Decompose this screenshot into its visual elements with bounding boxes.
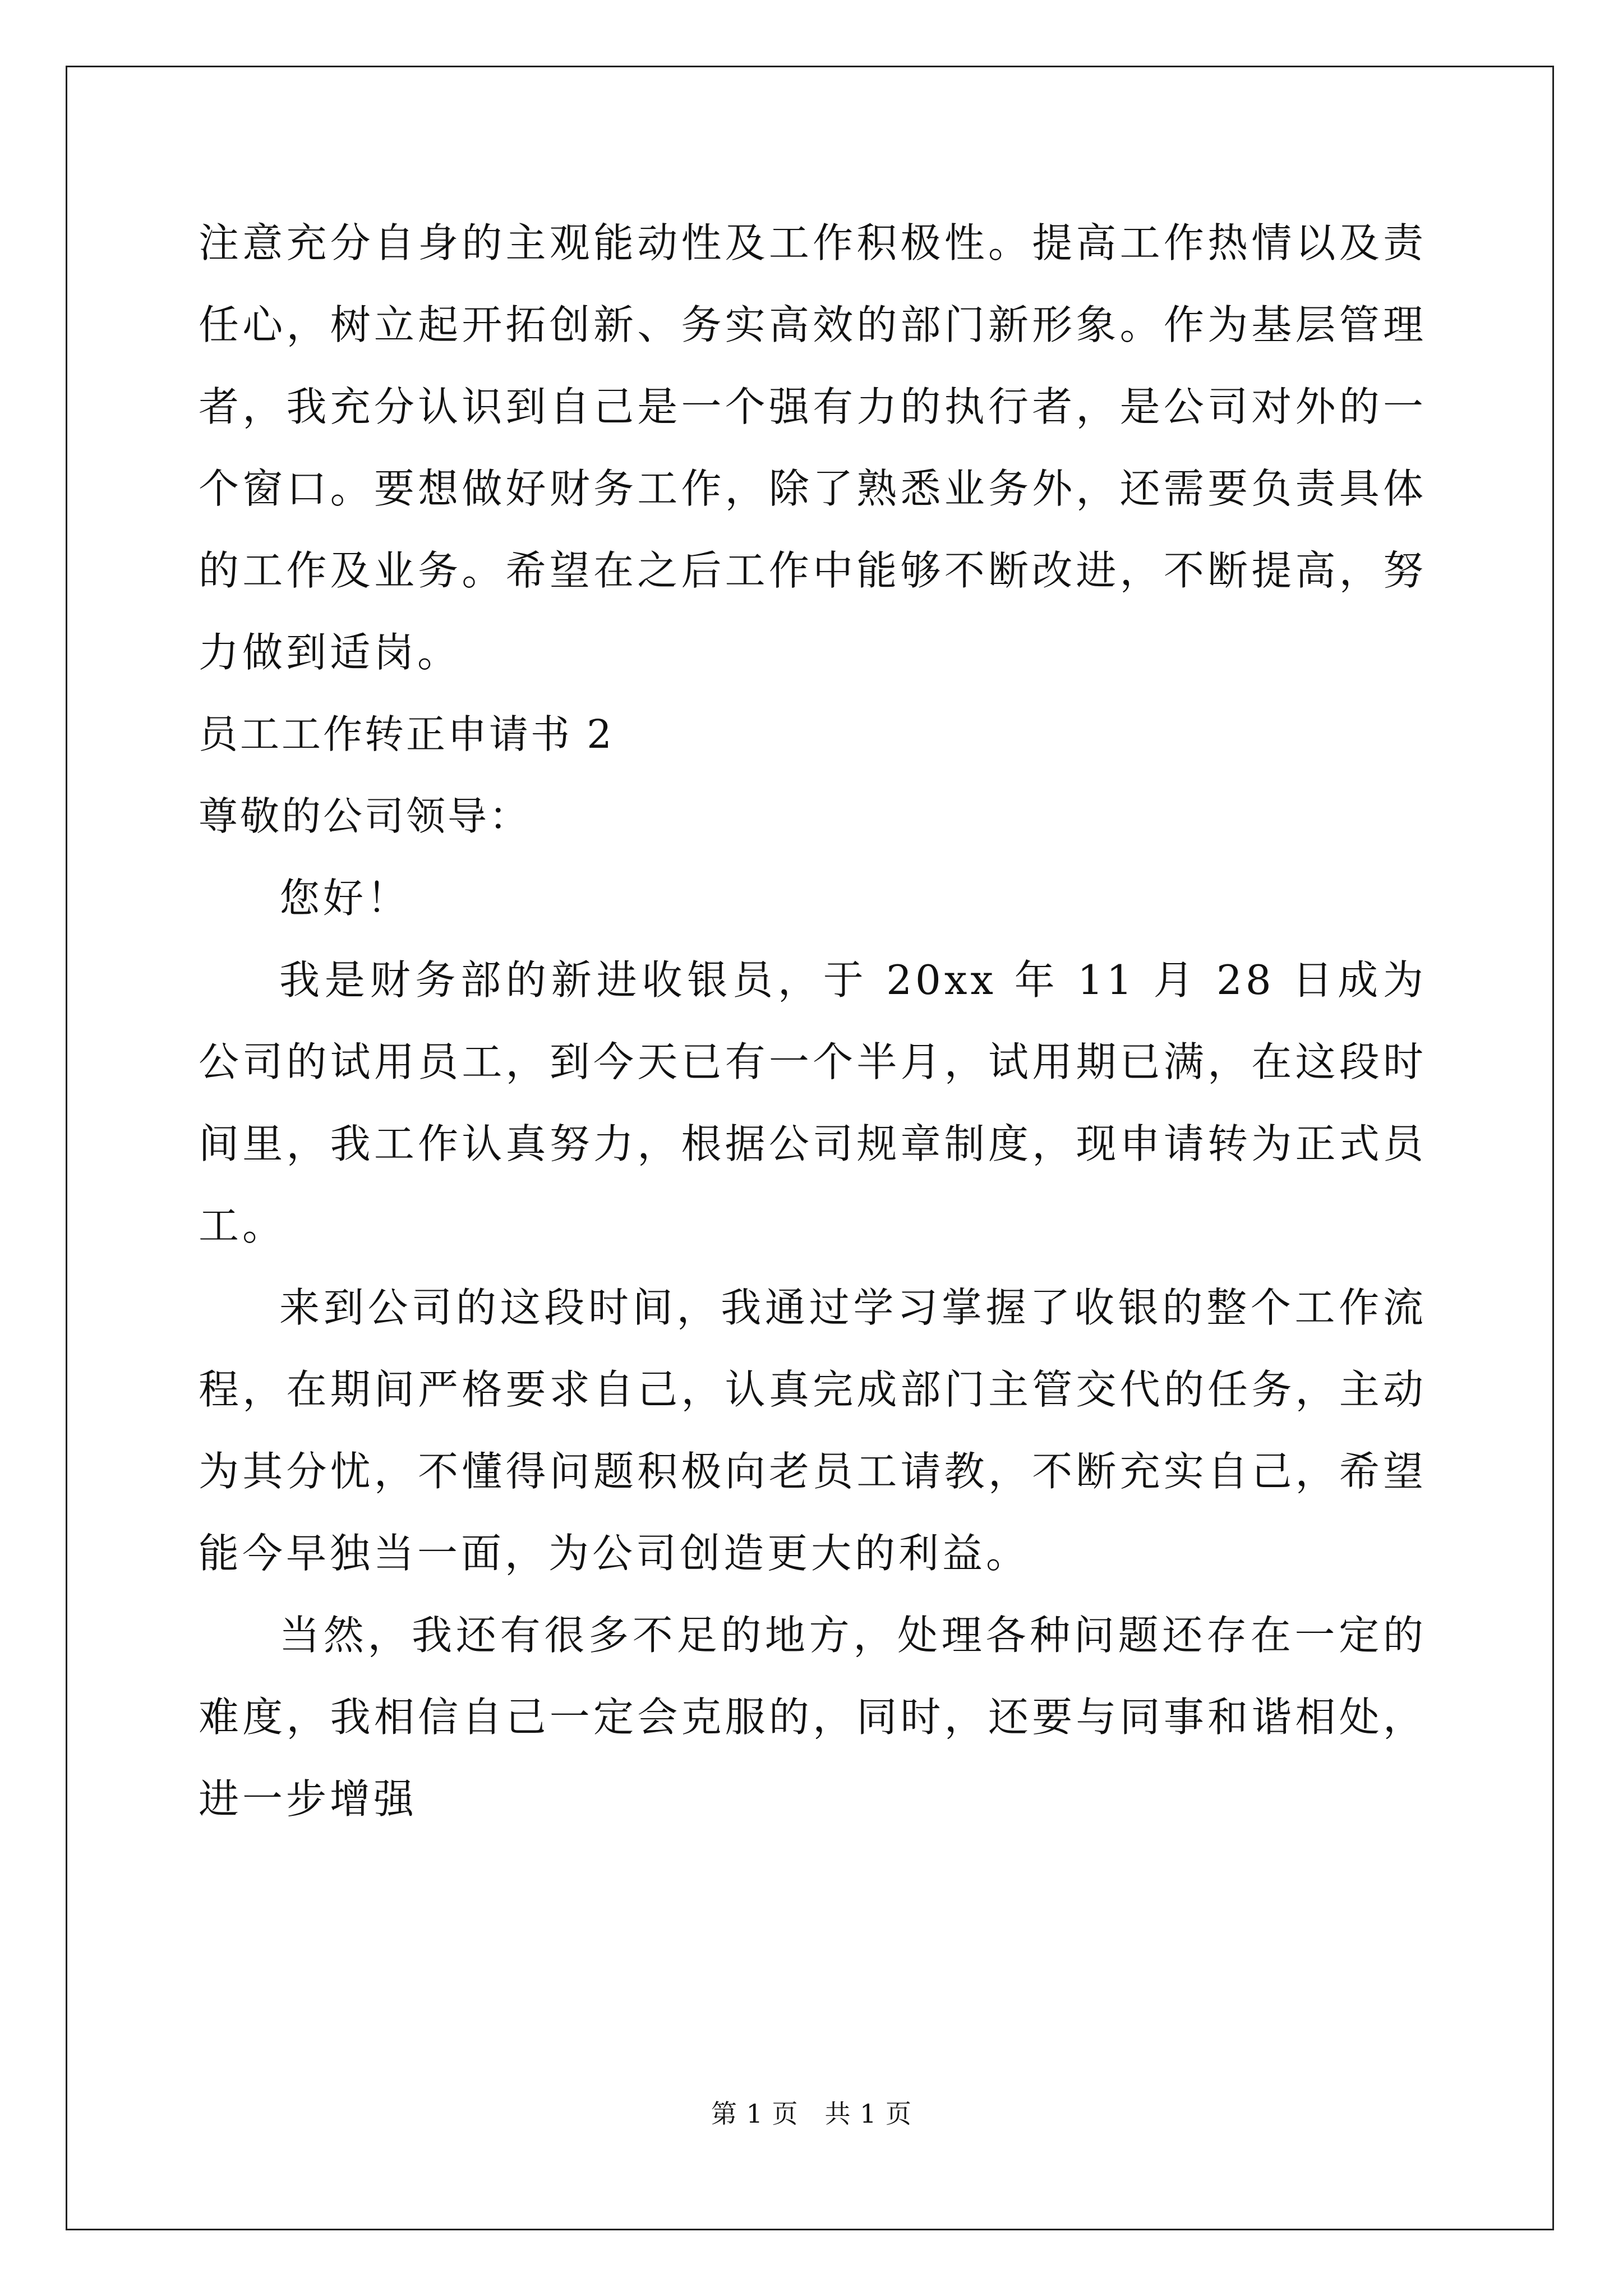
paragraph-intro: 我是财务部的新进收银员，于 20xx 年 11 月 28 日成为公司的试用员工，到今天已有一个半月，试用期已满，在这段时间里，我工作认真努力，根据公司规章制度，现申请转为正式员工。	[199, 956, 1427, 1249]
greeting: 您好！	[279, 875, 411, 922]
paragraph-experience: 来到公司的这段时间，我通过学习掌握了收银的整个工作流程，在期间严格要求自己，认真完成部门主管交代的任务，主动为其分忧，不懂得问题积极向老员工请教，不断充实自己，希望能今早独当一面，为公司创造更大的利益。	[199, 1284, 1427, 1577]
salutation: 尊敬的公司领导：	[199, 793, 531, 839]
paragraph-continuation: 注意充分自身的主观能动性及工作积极性。提高工作热情以及责任心，树立起开拓创新、务实高效的部门新形象。作为基层管理者，我充分认识到自己是一个强有力的执行者，是公司对外的一个窗口。要想做好财务工作，除了熟悉业务外，还需要负责具体的工作及业务。希望在之后工作中能够不断改进，不断提高，努力做到适岗。	[199, 219, 1427, 676]
document-title: 员工工作转正申请书 2	[199, 711, 614, 757]
paragraph-shortcomings: 当然，我还有很多不足的地方，处理各种问题还存在一定的难度，我相信自己一定会克服的，同时，还要与同事和谐相处，进一步增强	[199, 1612, 1427, 1823]
document-body	[199, 202, 1427, 1840]
page-number-footer: 第 1 页 共 1 页	[711, 2099, 912, 2129]
